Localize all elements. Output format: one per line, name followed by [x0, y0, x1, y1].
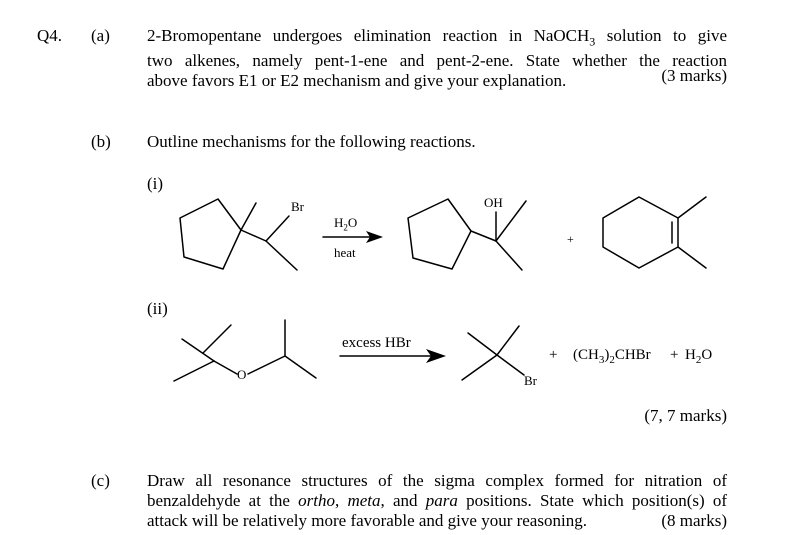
reactant-ii-bond-5	[248, 356, 285, 374]
product-i-bond-4	[496, 241, 522, 270]
question-number: Q4.	[37, 26, 63, 45]
reaction-i-condition: heat	[334, 245, 356, 260]
product-ii-bond-4	[497, 355, 524, 375]
product-i-hydroxyl-label: OH	[484, 195, 503, 210]
product-ii-bond-1	[468, 333, 497, 355]
part-a-label: (a)	[91, 26, 110, 45]
product-i-cyclohexene-ring	[603, 197, 678, 268]
reactant-ii-oxygen-label: O	[237, 367, 247, 382]
part-b-marks: (7, 7 marks)	[644, 406, 727, 425]
product-ii-bond-2	[497, 326, 519, 355]
product-i-bond-1	[471, 231, 496, 241]
part-a-line-1: 2-Bromopentane undergoes elimination reaction in NaOCH$_3$ solution to give	[147, 26, 727, 49]
reactant-i-bond-3	[266, 216, 289, 241]
product-i-plus: +	[567, 232, 574, 246]
part-c-label: (c)	[91, 471, 110, 490]
reactant-ii-bond-7	[285, 356, 316, 378]
product-ii-water: $H_2O$	[685, 347, 713, 366]
reactant-ii-bond-4	[214, 361, 237, 374]
part-c-marks: (8 marks)	[661, 511, 727, 530]
part-c-line-1: Draw all resonance structures of the sigma complex formed for nitration of	[147, 471, 727, 490]
part-b-i-label: (i)	[147, 174, 164, 193]
reaction-ii-reagent: excess HBr	[342, 335, 411, 351]
part-a-marks: (3 marks)	[661, 66, 727, 85]
reactant-ii-bond-3	[174, 361, 214, 381]
part-c-text	[147, 471, 727, 531]
part-a-line-3: above favors E1 or E2 mechanism and give your explanation.	[147, 71, 567, 91]
part-c-line-2: benzaldehyde at the ortho, meta, and para positions. State which position(s) of	[147, 491, 728, 510]
product-i-bond-5	[678, 197, 706, 218]
part-a-line-2: two alkenes, namely pent-1-ene and pent-2-ene. State whether the reaction	[147, 51, 727, 71]
product-ii-plus-2: +	[670, 347, 679, 363]
reactant-ii-bond-2	[203, 325, 231, 353]
product-ii-bond-3	[462, 355, 497, 380]
product-i-cyclopentane-ring	[408, 199, 471, 269]
part-b-label: (b)	[91, 132, 111, 151]
product-ii-bromine-label: Br	[524, 373, 537, 388]
product-i-bond-6	[678, 247, 706, 268]
reactant-i-bond-4	[266, 241, 297, 270]
part-b-text: Outline mechanisms for the following reactions.	[147, 132, 476, 151]
reactant-i-bond-1	[241, 203, 256, 230]
reactant-ii-bond-1	[182, 339, 214, 361]
reactant-i-bromine-label: Br	[291, 199, 304, 214]
product-ii-plus-1: +	[549, 347, 558, 363]
reactant-i-cyclopentane-ring	[180, 199, 241, 269]
reaction-i-reagent: $H_2O$	[334, 215, 358, 233]
product-ii-byproduct: $(CH_3)_2CHBr$	[573, 347, 651, 366]
reactant-i-bond-2	[241, 230, 266, 241]
part-b-ii-label: (ii)	[147, 299, 168, 318]
part-c-line-3: attack will be relatively more favorable and give your reasoning.	[147, 511, 587, 530]
